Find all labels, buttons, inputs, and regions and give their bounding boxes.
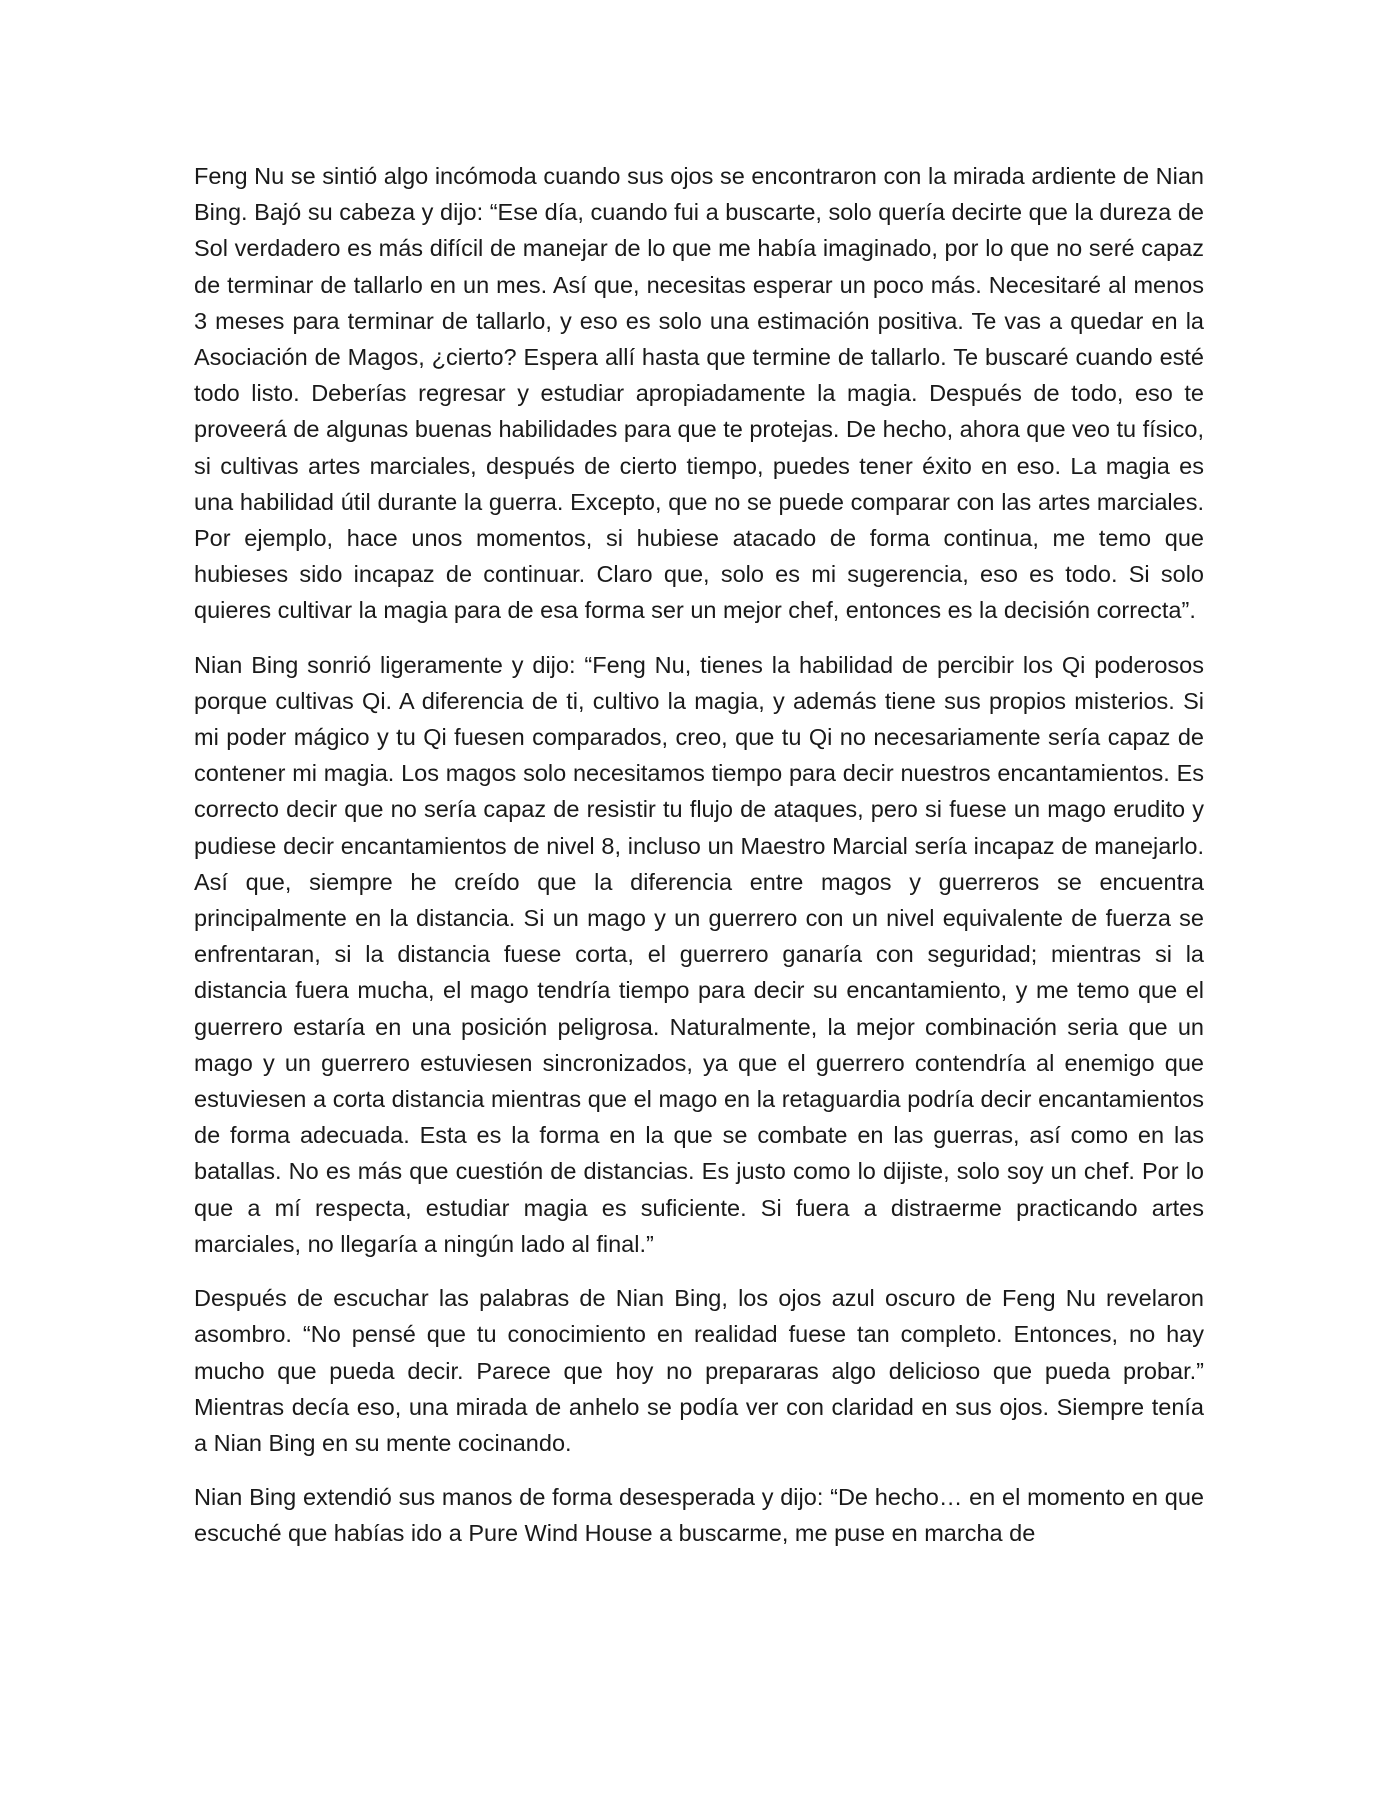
paragraph-1: Feng Nu se sintió algo incómoda cuando sus ojos se encontraron con la mirada ardiente de Nian Bing. Bajó su cabeza y dijo: “Ese día, cuando fui a buscarte, solo quería decirte que la dureza de Sol verdadero es más difícil de manejar de lo que me había imaginado, por lo que no seré capaz de terminar de tallarlo en un mes. Así que, necesitas esperar un poco más. Necesitaré al menos 3 meses para terminar de tallarlo, y eso es solo una estimación positiva. Te vas a quedar en la Asociación de Magos, ¿cierto? Espera allí hasta que termine de tallarlo. Te buscaré cuando esté todo listo. Deberías regresar y estudiar apropiadamente la magia. Después de todo, eso te proveerá de algunas buenas habilidades para que te protejas. De hecho, ahora que veo tu físico, si cultivas artes marciales, después de cierto tiempo, puedes tener éxito en eso. La magia es una habilidad útil durante la guerra. Excepto, que no se puede comparar con las artes marciales. Por ejemplo, hace unos momentos, si hubiese atacado de forma continua, me temo que hubieses sido incapaz de continuar. Claro que, solo es mi sugerencia, eso es todo. Si solo quieres cultivar la magia para de esa forma ser un mejor chef, entonces es la decisión correcta”. <box>194 163 1204 624</box>
paragraph-4: Nian Bing extendió sus manos de forma desesperada y dijo: “De hecho… en el momento en que escuché que habías ido a Pure Wind House a buscarme, me puse en marcha de <box>194 1484 1204 1547</box>
document-body <box>194 158 1204 1570</box>
paragraph-2: Nian Bing sonrió ligeramente y dijo: “Feng Nu, tienes la habilidad de percibir los Qi poderosos porque cultivas Qi. A diferencia de ti, cultivo la magia, y además tiene sus propios misterios. Si mi poder mágico y tu Qi fuesen comparados, creo, que tu Qi no necesariamente sería capaz de contener mi magia. Los magos solo necesitamos tiempo para decir nuestros encantamientos. Es correcto decir que no sería capaz de resistir tu flujo de ataques, pero si fuese un mago erudito y pudiese decir encantamientos de nivel 8, incluso un Maestro Marcial sería incapaz de manejarlo. Así que, siempre he creído que la diferencia entre magos y guerreros se encuentra principalmente en la distancia. Si un mago y un guerrero con un nivel equivalente de fuerza se enfrentaran, si la distancia fuese corta, el guerrero ganaría con seguridad; mientras si la distancia fuera mucha, el mago tendría tiempo para decir su encantamiento, y me temo que el guerrero estaría en una posición peligrosa. Naturalmente, la mejor combinación seria que un mago y un guerrero estuviesen sincronizados, ya que el guerrero contendría al enemigo que estuviesen a corta distancia mientras que el mago en la retaguardia podría decir encantamientos de forma adecuada. Esta es la forma en la que se combate en las guerras, así como en las batallas. No es más que cuestión de distancias. Es justo como lo dijiste, solo soy un chef. Por lo que a mí respecta, estudiar magia es suficiente. Si fuera a distraerme practicando artes marciales, no llegaría a ningún lado al final.” <box>194 651 1204 1257</box>
paragraph-3: Después de escuchar las palabras de Nian Bing, los ojos azul oscuro de Feng Nu revelaron asombro. “No pensé que tu conocimiento en realidad fuese tan completo. Entonces, no hay mucho que pueda decir. Parece que hoy no prepararas algo delicioso que pueda probar.” Mientras decía eso, una mirada de anhelo se podía ver con claridad en sus ojos. Siempre tenía a Nian Bing en su mente cocinando. <box>194 1285 1204 1456</box>
